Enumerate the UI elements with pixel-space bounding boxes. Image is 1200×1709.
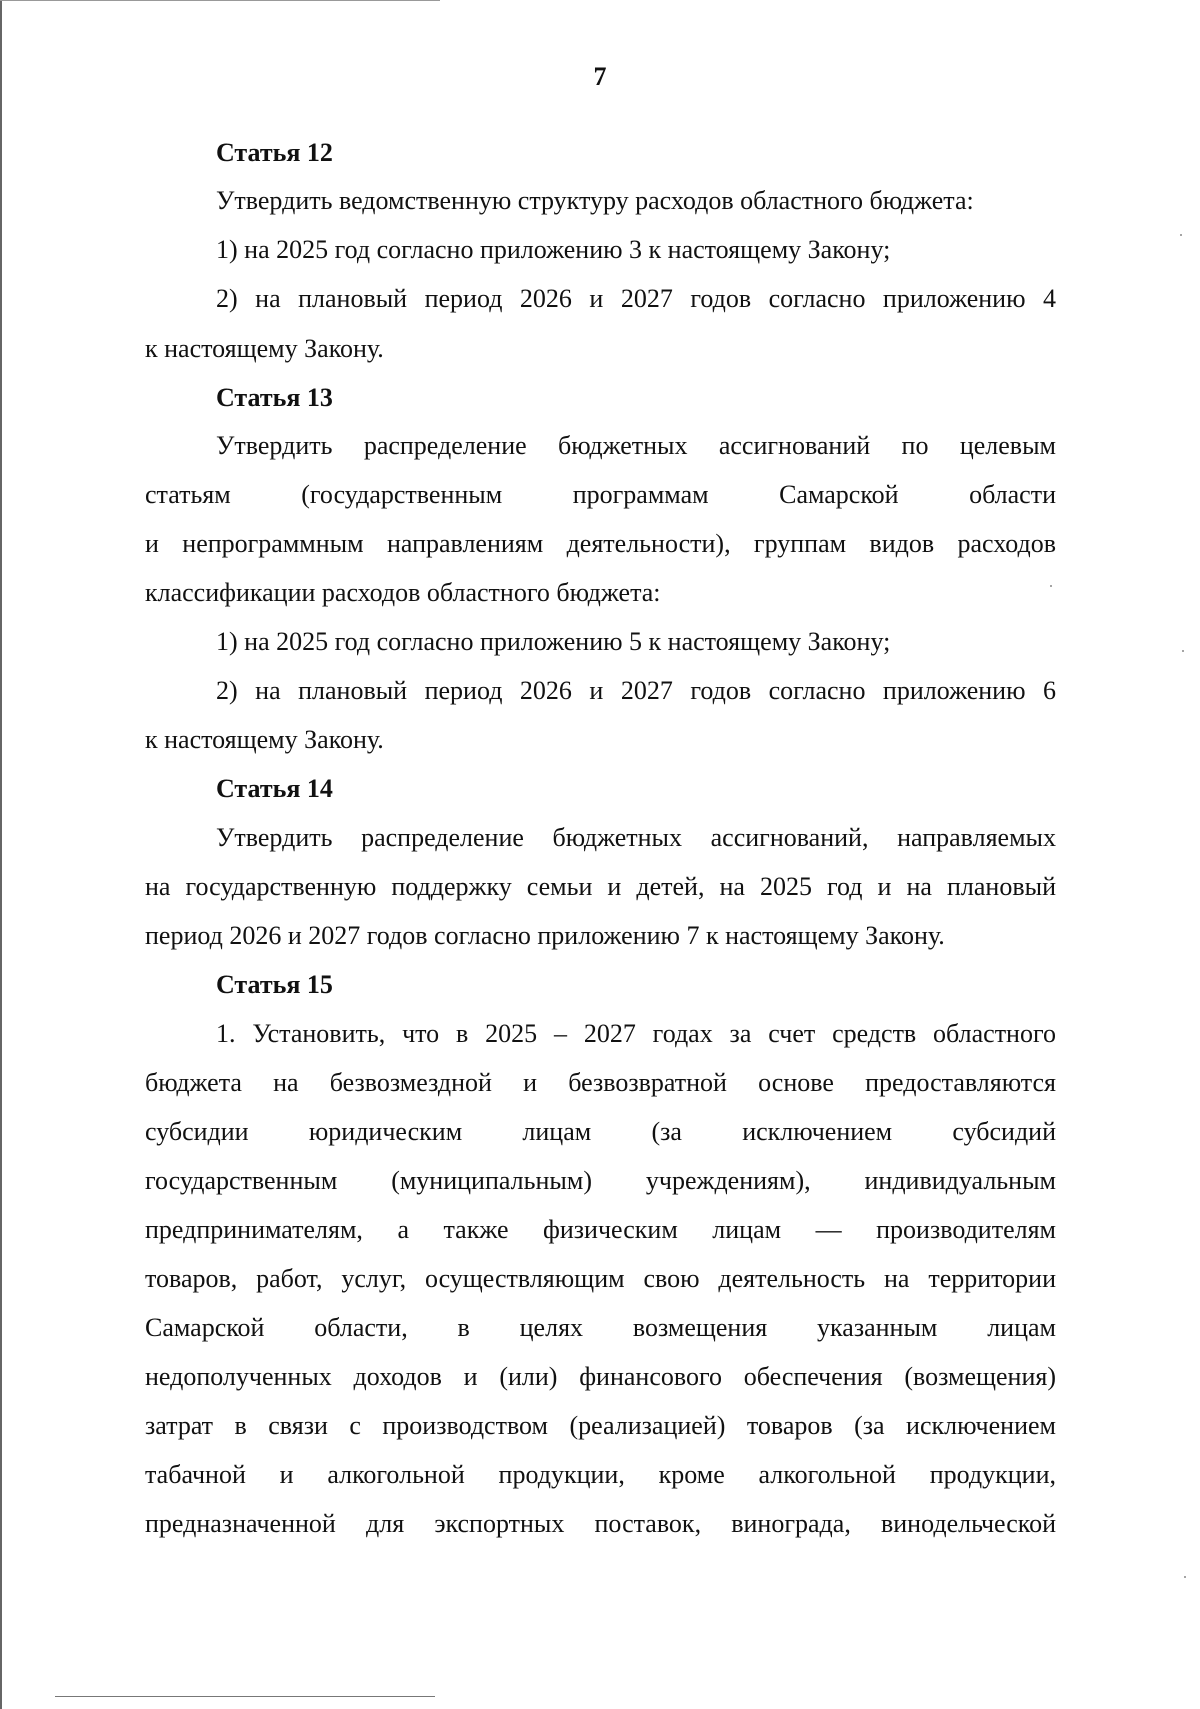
- text-line: товаров, работ, услуг, осуществляющим свою деятельность на территории: [145, 1264, 1056, 1293]
- text-line: недополученных доходов и (или) финансового обеспечения (возмещения): [145, 1362, 1056, 1391]
- text-line: 2) на плановый период 2026 и 2027 годов согласно приложению 6: [216, 676, 1056, 705]
- text-line: к настоящему Закону.: [145, 725, 384, 754]
- page-number: 7: [593, 62, 607, 91]
- text-line: Утвердить распределение бюджетных ассигнований, направляемых: [216, 823, 1056, 852]
- text-line: Самарской области, в целях возмещения указанным лицам: [145, 1313, 1056, 1342]
- article-15-heading: Статья 15: [216, 970, 333, 999]
- text-line: государственным (муниципальным) учреждениям), индивидуальным: [145, 1166, 1056, 1195]
- article-14-heading: Статья 14: [216, 774, 333, 803]
- text-line: предпринимателям, а также физическим лицам — производителям: [145, 1215, 1056, 1244]
- text-line: 1) на 2025 год согласно приложению 5 к настоящему Закону;: [216, 627, 891, 656]
- scan-bottom-edge: [55, 1696, 435, 1697]
- text-line: бюджета на безвозмездной и безвозвратной основе предоставляются: [145, 1068, 1056, 1097]
- scan-speck: [1050, 585, 1052, 587]
- text-line: классификации расходов областного бюджета:: [145, 578, 661, 607]
- text-line: табачной и алкогольной продукции, кроме алкогольной продукции,: [145, 1460, 1056, 1489]
- article-13-heading: Статья 13: [216, 383, 333, 412]
- text-line: период 2026 и 2027 годов согласно приложению 7 к настоящему Закону.: [145, 921, 945, 950]
- text-line: Утвердить ведомственную структуру расходов областного бюджета:: [216, 186, 974, 215]
- scan-speck: [1182, 650, 1184, 652]
- text-line: 1) на 2025 год согласно приложению 3 к настоящему Закону;: [216, 235, 891, 264]
- text-line: субсидии юридическим лицам (за исключением субсидий: [145, 1117, 1056, 1146]
- text-line: статьям (государственным программам Самарской области: [145, 480, 1056, 509]
- scan-left-edge: [0, 0, 2, 1709]
- text-line: предназначенной для экспортных поставок, винограда, винодельческой: [145, 1509, 1056, 1538]
- scan-speck: [1180, 234, 1182, 236]
- text-line: на государственную поддержку семьи и детей, на 2025 год и на плановый: [145, 872, 1056, 901]
- text-line: 1. Установить, что в 2025 – 2027 годах за счет средств областного: [216, 1019, 1056, 1048]
- scan-speck: [1184, 1576, 1186, 1578]
- scan-top-edge: [0, 0, 440, 1]
- text-line: Утвердить распределение бюджетных ассигнований по целевым: [216, 431, 1056, 460]
- text-line: 2) на плановый период 2026 и 2027 годов согласно приложению 4: [216, 284, 1056, 313]
- text-line: к настоящему Закону.: [145, 334, 384, 363]
- text-line: и непрограммным направлениям деятельности), группам видов расходов: [145, 529, 1056, 558]
- article-12-heading: Статья 12: [216, 138, 333, 167]
- text-line: затрат в связи с производством (реализацией) товаров (за исключением: [145, 1411, 1056, 1440]
